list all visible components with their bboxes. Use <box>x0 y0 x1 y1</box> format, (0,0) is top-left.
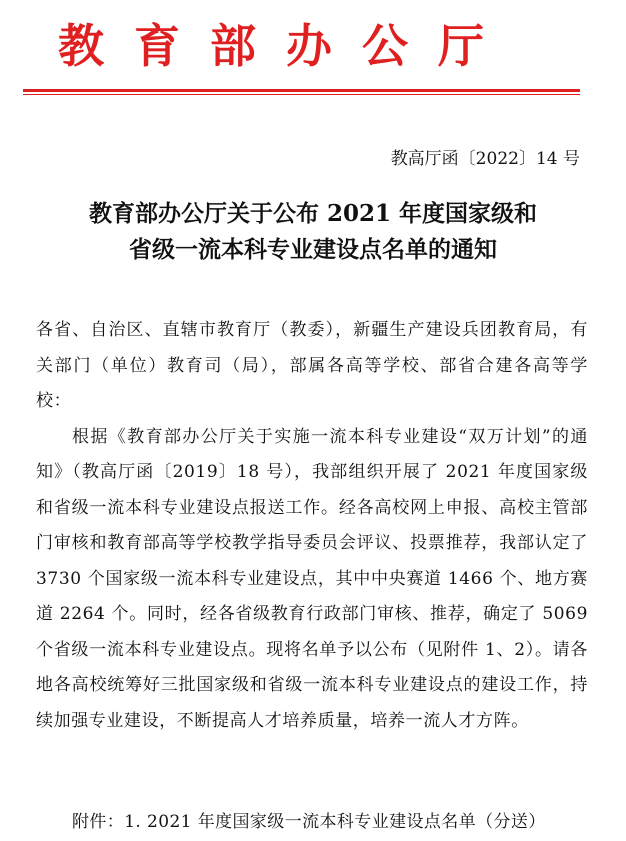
attachment-line: 附件：1. 2021 年度国家级一流本科专业建设点名单（分送） <box>72 812 546 832</box>
letterhead-rule-thick <box>23 89 580 92</box>
document-title-line-2: 省级一流本科专业建设点名单的通知 <box>129 236 497 263</box>
letterhead-rule-thin <box>23 94 580 95</box>
document-number: 教高厅函〔2022〕14 号 <box>390 149 580 169</box>
letterhead-title: 教育部办公厅 <box>58 19 514 73</box>
salutation: 各省、自治区、直辖市教育厅（教委），新疆生产建设兵团教育局，有关部门（单位）教育司（局），部属各高等学校、部省合建各高等学校： <box>36 320 588 411</box>
document-title <box>0 196 626 268</box>
document-body <box>36 313 588 739</box>
body-paragraph: 根据《教育部办公厅关于实施一流本科专业建设“双万计划”的通知》（教高厅函〔2019〕18 号），我部组织开展了 2021 年度国家级和省级一流本科专业建设点报送工作。经各高校网上申报、高校主管部门审核和教育部高等学校教学指导委员会评议、投票推荐，我部认定了 3730 个国家级一流本科专业建设点，其中中央赛道 1466 个、地方赛道 2264 个。同时，经各省级教育行政部门审核、推荐，确定了 5069 个省级一流本科专业建设点。现将名单予以公布（见附件 1、2）。请各地各高校统筹好三批国家级和省级一流本科专业建设点的建设工作，持续加强专业建设，不断提高人才培养质量，培养一流人才方阵。 <box>36 426 588 731</box>
document-title-line-1: 教育部办公厅关于公布 2021 年度国家级和 <box>88 200 538 227</box>
letterhead <box>0 8 626 78</box>
